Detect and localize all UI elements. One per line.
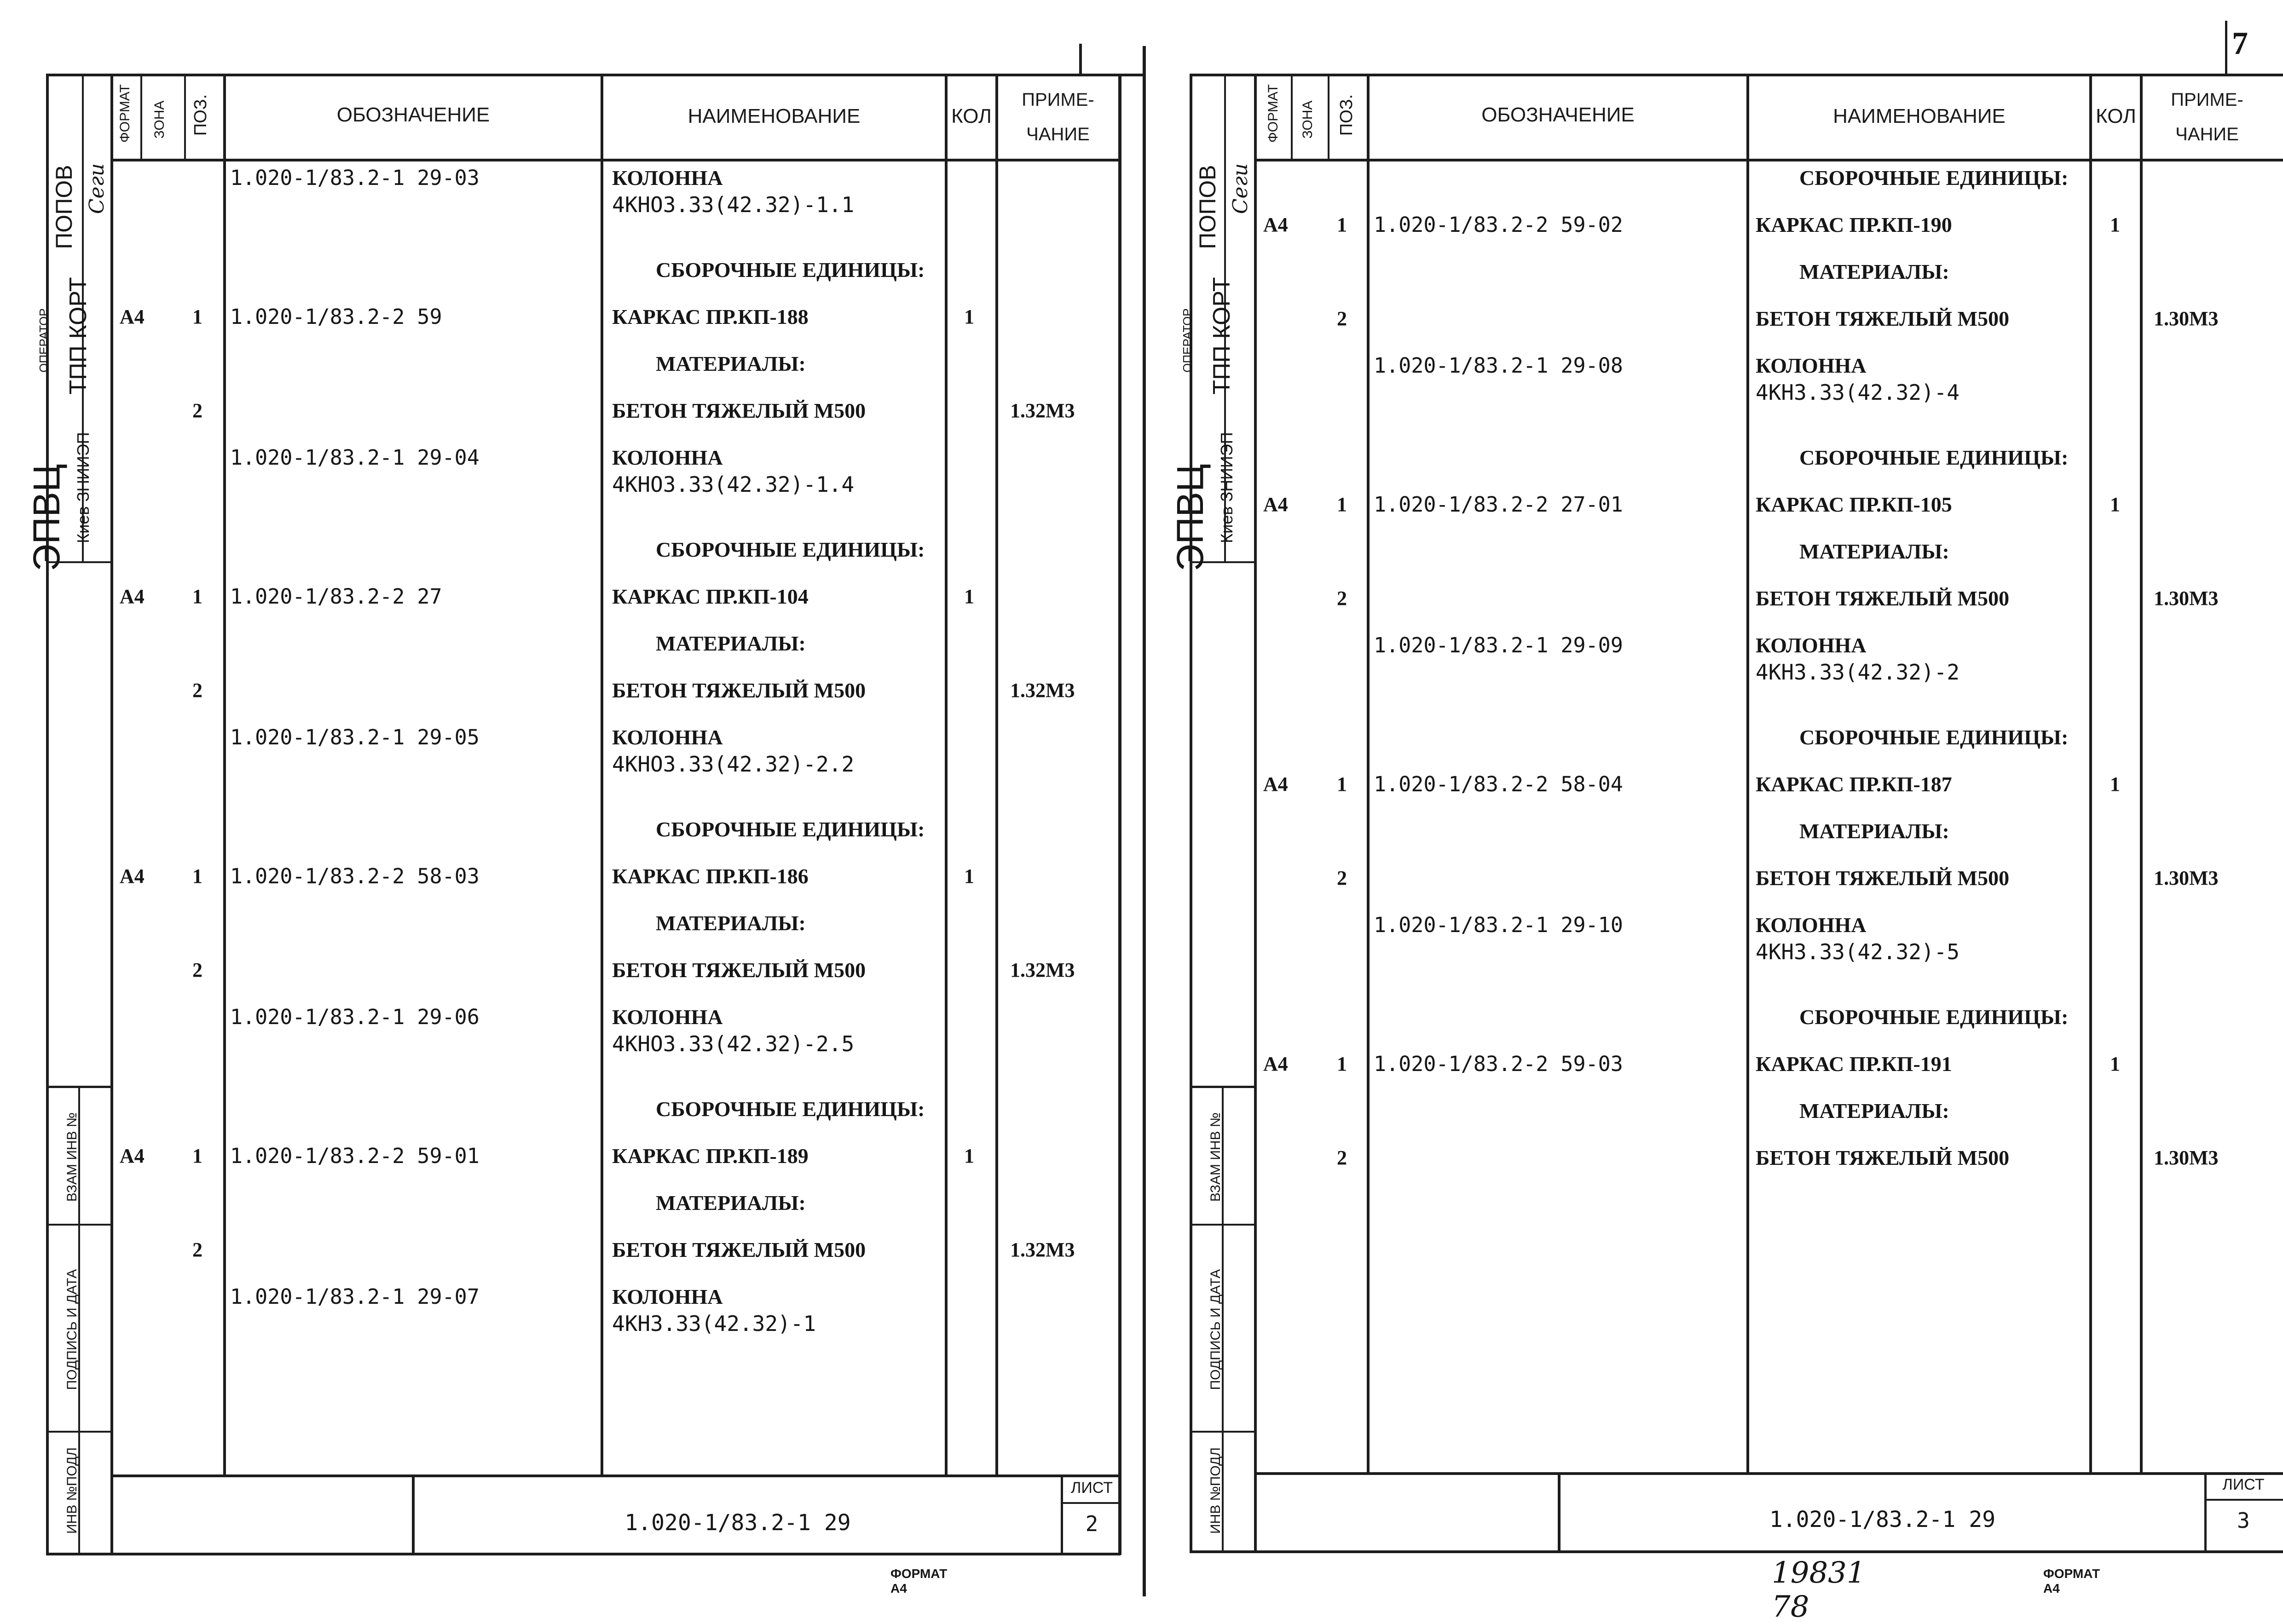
row-name: СБОРОЧНЫЕ ЕДИНИЦЫ: [656, 538, 925, 561]
row-name: СБОРОЧНЫЕ ЕДИНИЦЫ: [1799, 166, 2069, 190]
row-name: СБОРОЧНЫЕ ЕДИНИЦЫ: [656, 1097, 925, 1121]
row-qty: 1 [2110, 773, 2120, 795]
row-name: БЕТОН ТЯЖЕЛЫЙ М500 [1756, 866, 2010, 890]
stamp-column-edge [1254, 74, 1257, 1553]
col-line-qty [945, 74, 948, 1474]
row-designation: 1.020-1/83.2-2 59-01 [230, 1144, 480, 1168]
corner-mark: 7 [2232, 26, 2248, 61]
row-name2: 4КН3.33(42.32)-5 [1756, 939, 1960, 964]
row-name: БЕТОН ТЯЖЕЛЫЙ М500 [612, 679, 866, 702]
header-note-1: ПРИМЕ- [1022, 90, 1094, 110]
header-designation: ОБОЗНАЧЕНИЕ [336, 104, 490, 126]
row-note: 1.30М3 [2154, 1146, 2219, 1169]
row-designation: 1.020-1/83.2-2 59-03 [1374, 1052, 1623, 1076]
row-designation: 1.020-1/83.2-1 29-06 [230, 1005, 480, 1029]
doc-code: 1.020-1/83.2-1 29 [1769, 1507, 1996, 1532]
row-note: 1.32М3 [1010, 399, 1075, 422]
titleblock-sheet-sep [2204, 1499, 2283, 1501]
row-name: КОЛОННА [1756, 354, 1867, 377]
row-name: КАРКАС ПР.КП-189 [612, 1144, 809, 1168]
col-line-name [1746, 74, 1749, 1472]
row-pos: 2 [1337, 867, 1347, 889]
row-name: КАРКАС ПР.КП-187 [1756, 772, 1952, 796]
row-name: КАРКАС ПР.КП-186 [612, 864, 809, 888]
sheet-label: ЛИСТ [1071, 1479, 1113, 1497]
row-pos: 1 [192, 865, 202, 887]
titleblock-top [1254, 1472, 2283, 1475]
sheet-number: 2 [1085, 1511, 1098, 1536]
row-format: А4 [1263, 493, 1288, 516]
row-designation: 1.020-1/83.2-2 59-02 [1374, 213, 1623, 237]
header-designation: ОБОЗНАЧЕНИЕ [1481, 104, 1635, 126]
row-name: КАРКАС ПР.КП-191 [1756, 1052, 1952, 1076]
stamp-name: ПОПОВ [51, 165, 77, 249]
sheet-label: ЛИСТ [2222, 1476, 2265, 1493]
row-name2: 4КНО3.33(42.32)-2.2 [612, 752, 855, 777]
row-name: СБОРОЧНЫЕ ЕДИНИЦЫ: [1799, 446, 2069, 469]
stamp-signature: Сеги [1229, 163, 1252, 214]
row-designation: 1.020-1/83.2-1 29-04 [230, 445, 480, 470]
row-pos: 2 [192, 679, 202, 702]
frame-tick [1079, 44, 1082, 76]
row-pos: 2 [1337, 587, 1347, 610]
row-designation: 1.020-1/83.2-2 27-01 [1374, 492, 1623, 517]
row-designation: 1.020-1/83.2-2 59 [230, 305, 442, 329]
header-qty: КОЛ [951, 105, 992, 127]
row-designation: 1.020-1/83.2-1 29-09 [1374, 633, 1623, 657]
row-pos: 2 [1337, 1146, 1347, 1169]
row-pos: 1 [192, 585, 202, 608]
row-qty: 1 [2110, 1053, 2120, 1075]
footer-format: ФОРМАТ А4 [890, 1566, 948, 1595]
stamp-org-sub: Киев ЗНИИЭП [74, 432, 92, 543]
row-name2: 4КНО3.33(42.32)-1.1 [612, 192, 855, 217]
row-name: СБОРОЧНЫЕ ЕДИНИЦЫ: [1799, 726, 2069, 749]
frame-top [46, 74, 1144, 76]
stamp-operator-label: ОПЕРАТОР [1180, 308, 1194, 373]
stamp-operator-label: ОПЕРАТОР [37, 308, 51, 373]
stamp-sep-3 [46, 1224, 110, 1226]
footer-format: ФОРМАТ А4 [2043, 1566, 2100, 1595]
header-name: НАИМЕНОВАНИЕ [688, 105, 861, 127]
row-qty: 1 [964, 865, 974, 887]
doc-code: 1.020-1/83.2-1 29 [624, 1510, 851, 1536]
row-name: БЕТОН ТЯЖЕЛЫЙ М500 [1756, 1146, 2010, 1169]
stamp-inv-replace: ВЗАМ ИНВ № [64, 1112, 80, 1202]
header-note-2: ЧАНИЕ [2175, 124, 2239, 144]
stamp-column-edge [110, 74, 113, 1555]
row-name: МАТЕРИАЛЫ: [1799, 1099, 1949, 1123]
row-name: КОЛОННА [612, 1005, 723, 1029]
row-name: МАТЕРИАЛЫ: [1799, 819, 1949, 843]
row-name: МАТЕРИАЛЫ: [1799, 260, 1949, 283]
header-note-1: ПРИМЕ- [2171, 90, 2243, 110]
row-format: А4 [1263, 773, 1288, 795]
row-designation: 1.020-1/83.2-1 29-03 [230, 166, 480, 190]
row-name: КАРКАС ПР.КП-104 [612, 585, 809, 608]
row-pos: 1 [1337, 1053, 1347, 1075]
row-qty: 1 [2110, 493, 2120, 516]
row-designation: 1.020-1/83.2-2 58-04 [1374, 772, 1623, 796]
row-name2: 4КН3.33(42.32)-2 [1756, 660, 1960, 685]
row-note: 1.30М3 [2154, 307, 2219, 330]
row-name2: 4КН3.33(42.32)-4 [1756, 380, 1960, 405]
stamp-dept: ТПП КОРТ [65, 277, 92, 395]
row-designation: 1.020-1/83.2-2 27 [230, 584, 442, 609]
header-pos: ПОЗ. [191, 94, 210, 136]
row-name: КОЛОННА [612, 726, 723, 749]
row-note: 1.30М3 [2154, 867, 2219, 889]
col-line-name [601, 74, 603, 1474]
row-name: КОЛОННА [612, 166, 723, 190]
stamp-org-sub: Киев ЗНИИЭП [1217, 432, 1236, 543]
col-line-zone [140, 74, 142, 159]
row-name: БЕТОН ТЯЖЕЛЫЙ М500 [612, 958, 866, 982]
stamp-sign-date: ПОДПИСЬ И ДАТА [64, 1269, 80, 1390]
col-line-zone [1291, 74, 1293, 159]
binding-line [1143, 46, 1146, 1596]
row-designation: 1.020-1/83.2-1 29-05 [230, 725, 480, 749]
row-name: КОЛОННА [612, 446, 723, 469]
row-pos: 2 [192, 959, 202, 981]
row-name: МАТЕРИАЛЫ: [1799, 540, 1949, 563]
header-format: ФОРМАТ [117, 84, 133, 143]
row-note: 1.30М3 [2154, 587, 2219, 610]
header-pos: ПОЗ. [1337, 94, 1356, 136]
row-qty: 1 [964, 585, 974, 608]
frame-bottom [46, 1553, 1121, 1555]
row-name: КАРКАС ПР.КП-188 [612, 305, 809, 328]
col-line-designation [1367, 74, 1370, 1472]
header-zone: ЗОНА [152, 100, 167, 139]
header-qty: КОЛ [2096, 105, 2136, 127]
row-format: А4 [120, 305, 144, 328]
stamp-inv-orig: ИНВ №ПОДЛ [1208, 1447, 1223, 1534]
row-note: 1.32М3 [1010, 959, 1075, 981]
col-line-qty [2089, 74, 2092, 1472]
row-pos: 1 [1337, 773, 1347, 795]
row-format: А4 [1263, 213, 1288, 236]
row-name: СБОРОЧНЫЕ ЕДИНИЦЫ: [656, 818, 925, 841]
header-note-2: ЧАНИЕ [1026, 124, 1090, 144]
handwritten-footer: 19831 78 [1772, 1556, 1866, 1624]
row-name2: 4КНО3.33(42.32)-2.5 [612, 1031, 855, 1056]
row-name: СБОРОЧНЫЕ ЕДИНИЦЫ: [656, 258, 925, 282]
stamp-org: ЭПВЦ [26, 464, 68, 571]
row-pos: 1 [192, 305, 202, 328]
stamp-org: ЭПВЦ [1169, 464, 1211, 571]
row-name: МАТЕРИАЛЫ: [656, 352, 806, 375]
row-note: 1.32М3 [1010, 679, 1075, 702]
row-name: БЕТОН ТЯЖЕЛЫЙ М500 [1756, 587, 2010, 610]
stamp-signature: Сеги [85, 163, 109, 214]
row-name: КАРКАС ПР.КП-190 [1756, 213, 1952, 236]
frame-top [1190, 74, 2283, 76]
row-qty: 1 [2110, 213, 2120, 236]
titleblock-top [110, 1474, 1121, 1477]
row-pos: 2 [192, 399, 202, 422]
row-designation: 1.020-1/83.2-1 29-08 [1374, 353, 1623, 378]
sheet-number: 3 [2237, 1508, 2250, 1533]
row-name: СБОРОЧНЫЕ ЕДИНИЦЫ: [1799, 1005, 2069, 1029]
header-format: ФОРМАТ [1266, 84, 1281, 143]
row-note: 1.32М3 [1010, 1238, 1075, 1261]
row-name2: 4КН3.33(42.32)-1 [612, 1311, 816, 1336]
row-pos: 1 [192, 1145, 202, 1167]
row-qty: 1 [964, 305, 974, 328]
row-pos: 1 [1337, 493, 1347, 516]
row-name: КОЛОННА [1756, 633, 1867, 657]
frame-bottom [1190, 1550, 2283, 1553]
row-format: А4 [1263, 1053, 1288, 1075]
row-name: БЕТОН ТЯЖЕЛЫЙ М500 [612, 399, 866, 422]
header-bottom-line [110, 159, 1118, 161]
stamp-inv-replace: ВЗАМ ИНВ № [1208, 1112, 1223, 1202]
col-line-designation [223, 74, 226, 1474]
col-line-note [2140, 74, 2143, 1472]
row-name: БЕТОН ТЯЖЕЛЫЙ М500 [1756, 307, 2010, 330]
stamp-sign-date: ПОДПИСЬ И ДАТА [1208, 1269, 1223, 1390]
row-name: КАРКАС ПР.КП-105 [1756, 493, 1952, 516]
stamp-dept: ТПП КОРТ [1208, 277, 1235, 395]
row-name: МАТЕРИАЛЫ: [656, 911, 806, 935]
corner-box-left [2225, 21, 2227, 76]
col-line-pos-left [1328, 74, 1329, 159]
row-pos: 1 [1337, 213, 1347, 236]
row-designation: 1.020-1/83.2-1 29-10 [1374, 913, 1623, 937]
row-designation: 1.020-1/83.2-1 29-07 [230, 1284, 480, 1309]
row-qty: 1 [964, 1145, 974, 1167]
stamp-name: ПОПОВ [1195, 165, 1220, 249]
col-line-note [995, 74, 998, 1474]
row-format: А4 [120, 1145, 144, 1167]
row-name2: 4КНО3.33(42.32)-1.4 [612, 472, 855, 497]
header-name: НАИМЕНОВАНИЕ [1833, 105, 2006, 127]
row-pos: 2 [192, 1238, 202, 1261]
header-bottom-line [1254, 159, 2283, 161]
row-name: БЕТОН ТЯЖЕЛЫЙ М500 [612, 1238, 866, 1261]
row-pos: 2 [1337, 307, 1347, 330]
row-format: А4 [120, 865, 144, 887]
row-name: МАТЕРИАЛЫ: [656, 1191, 806, 1215]
row-name: МАТЕРИАЛЫ: [656, 632, 806, 655]
row-format: А4 [120, 585, 144, 608]
row-name: КОЛОННА [612, 1285, 723, 1308]
frame-right [1118, 74, 1121, 1555]
titleblock-sheet-sep [1061, 1502, 1121, 1504]
stamp-sep-3 [1190, 1224, 1254, 1226]
header-zone: ЗОНА [1300, 100, 1315, 139]
col-line-pos-left [184, 74, 186, 159]
stamp-inv-orig: ИНВ №ПОДЛ [64, 1447, 80, 1534]
row-name: КОЛОННА [1756, 913, 1867, 937]
row-designation: 1.020-1/83.2-2 58-03 [230, 864, 480, 888]
